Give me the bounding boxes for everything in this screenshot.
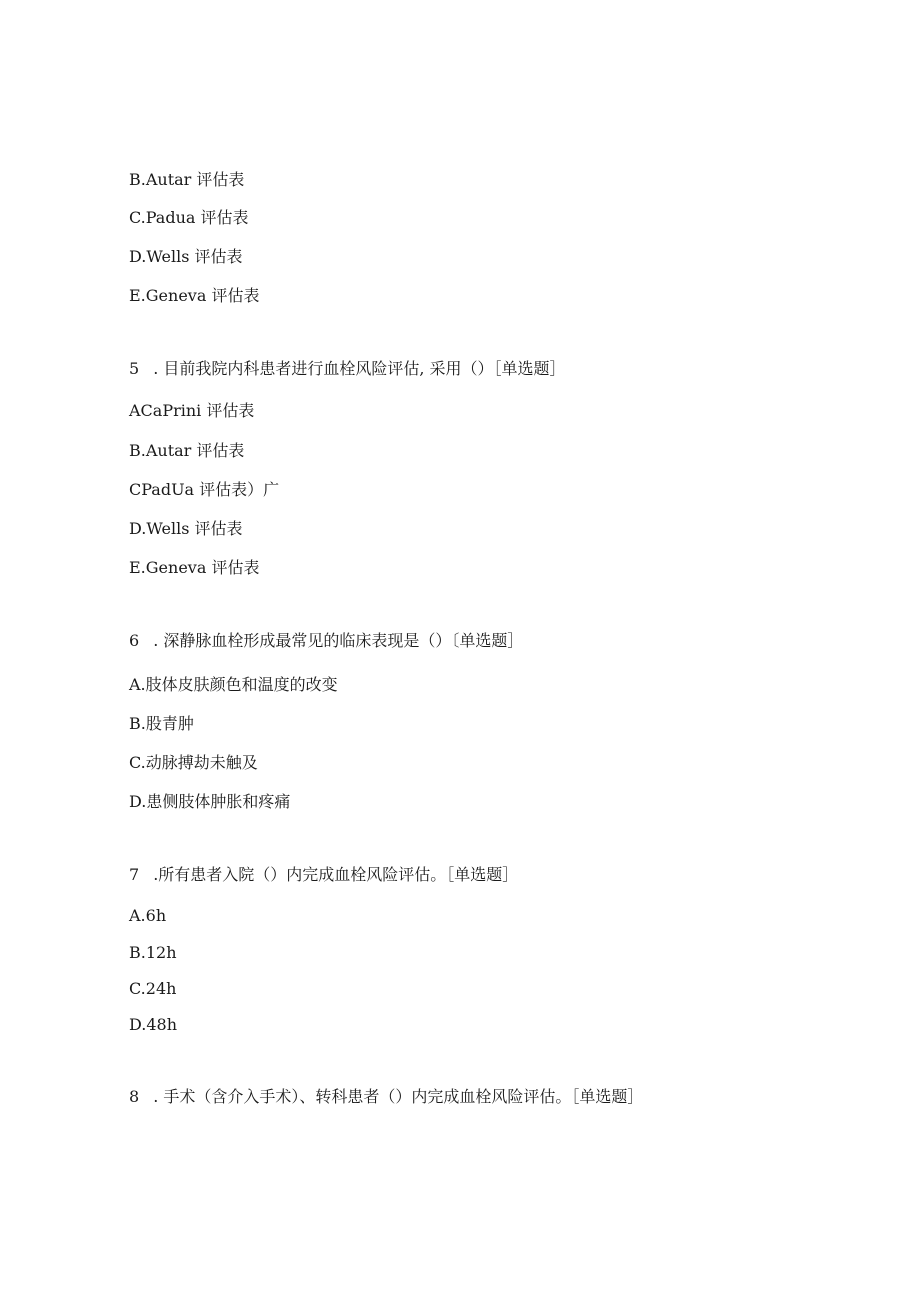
q5-option-b: B.Autar 评估表 [129, 441, 245, 460]
q6-option-b: B.股青肿 [129, 714, 194, 733]
option-e-geneva: E.Geneva 评估表 [129, 286, 260, 305]
question-text: . 目前我院内科患者进行血栓风险评估, 采用（）［单选题］ [153, 359, 566, 378]
q6-option-c: C.动脉搏劫未触及 [129, 753, 258, 772]
question-number: 8 [129, 1087, 140, 1106]
q5-option-c: CPadUa 评估表）广 [129, 480, 280, 499]
question-7 [129, 865, 518, 885]
question-number: 5 [129, 359, 140, 378]
q5-option-e: E.Geneva 评估表 [129, 558, 260, 577]
option-c-padua: C.Padua 评估表 [129, 208, 249, 227]
q5-option-d: D.Wells 评估表 [129, 519, 243, 538]
question-text: . 深静脉血栓形成最常见的临床表现是（）〔单选题］ [153, 631, 524, 650]
q6-option-a: A.肢体皮肤颜色和温度的改变 [129, 675, 338, 694]
question-6 [129, 631, 523, 651]
question-text: .所有患者入院（）内完成血栓风险评估。［单选题］ [153, 865, 519, 884]
q7-option-d: D.48h [129, 1015, 178, 1034]
q7-option-c: C.24h [129, 979, 177, 998]
q7-option-a: A.6h [129, 906, 167, 925]
q6-option-d: D.患侧肢体肿胀和疼痛 [129, 792, 291, 811]
question-5 [129, 359, 566, 379]
question-text: . 手术（含介入手术）、转科患者（）内完成血栓风险评估。［单选题］ [153, 1087, 644, 1106]
q5-option-a: ACaPrini 评估表 [129, 401, 255, 420]
question-8 [129, 1087, 643, 1107]
question-number: 7 [129, 865, 140, 884]
question-number: 6 [129, 631, 140, 650]
q7-option-b: B.12h [129, 943, 177, 962]
option-d-wells: D.Wells 评估表 [129, 247, 243, 266]
option-b-autar: B.Autar 评估表 [129, 170, 245, 189]
